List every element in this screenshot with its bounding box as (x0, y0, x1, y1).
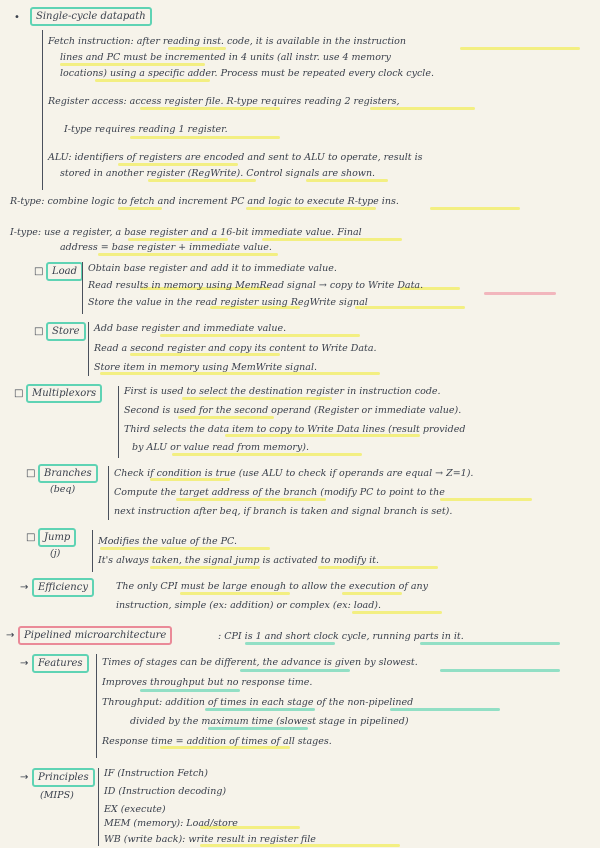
text-line: Second is used for the second operand (Register or immediate value). (124, 405, 462, 416)
bullet-circle: □ (34, 326, 44, 337)
arrow-icon: → (20, 658, 29, 669)
text-line: I-type requires reading 1 register. (64, 124, 228, 135)
text-line: Obtain base register and add it to immediate value. (88, 263, 337, 274)
text-line: divided by the maximum time (slowest stage in pipelined) (130, 716, 409, 727)
text-line: Third selects the data item to copy to Write Data lines (result provided (124, 424, 466, 435)
text-line: Modifies the value of the PC. (98, 536, 238, 547)
text-line: Throughput: addition of times in each stage of the non-pipelined (102, 697, 414, 708)
arrow-icon: → (20, 582, 29, 593)
text-line: The only CPI must be large enough to allow the execution of any (116, 581, 429, 592)
text-line: Response time = addition of times of all stages. (102, 736, 332, 747)
label-jump: Jump (38, 528, 76, 547)
text-line: EX (execute) (104, 804, 166, 815)
label-load: Load (46, 262, 83, 281)
highlight (140, 689, 240, 692)
label-store: Store (46, 322, 86, 341)
text-line: ALU: identifiers of registers are encoded and sent to ALU to operate, result is (48, 152, 423, 163)
label-j: (j) (50, 548, 61, 559)
text-line: ID (Instruction decoding) (104, 786, 227, 797)
highlight (130, 136, 280, 139)
bullet-dot: • (14, 12, 20, 23)
text-line: WB (write back): write result in register file (104, 834, 316, 845)
text-line: instruction, simple (ex: addition) or complex (ex: load). (116, 600, 382, 611)
bullet-circle: □ (26, 532, 36, 543)
highlight (440, 498, 532, 501)
highlight (440, 669, 560, 672)
bracket-line (88, 322, 89, 376)
text-line: Store the value in the read register using RegWrite signal (88, 297, 368, 308)
text-line: locations) using a specific adder. Process must be repeated every clock cycle. (60, 68, 434, 79)
label-principles: Principles (32, 768, 95, 787)
highlight (430, 207, 520, 210)
highlight (460, 47, 580, 50)
highlight (484, 292, 556, 295)
text-line: by ALU or value read from memory). (132, 442, 309, 453)
text-line: Read results in memory using MemRead signal → copy to Write Data. (88, 280, 424, 291)
bracket-line (98, 768, 99, 846)
text-rtype: R-type: combine logic to fetch and increment PC and logic to execute R-type ins. (10, 196, 399, 207)
bracket-line (108, 466, 109, 520)
text-itype: I-type: use a register, a base register and a 16-bit immediate value. Final (10, 227, 362, 238)
label-multiplexors: Multiplexors (26, 384, 102, 403)
bullet-circle: □ (14, 388, 24, 399)
text-line: Read a second register and copy its content to Write Data. (94, 343, 377, 354)
label-beq: (beq) (50, 484, 76, 495)
heading-pipelined: Pipelined microarchitecture (18, 626, 172, 645)
arrow-icon: → (6, 630, 15, 641)
label-branches: Branches (38, 464, 98, 483)
text-line: It's always taken, the signal jump is activated to modify it. (98, 555, 379, 566)
bracket-line (82, 262, 83, 314)
text-line: Check if condition is true (use ALU to check if operands are equal → Z=1). (114, 468, 474, 479)
text-line: Store item in memory using MemWrite signal. (94, 362, 318, 373)
bracket-line (42, 30, 43, 190)
text-line: MEM (memory): Load/store (104, 818, 238, 829)
label-mips: (MIPS) (40, 790, 74, 801)
text-line: next instruction after beq, if branch is taken and signal branch is set). (114, 506, 453, 517)
bracket-line (118, 386, 119, 458)
bullet-circle: □ (34, 266, 44, 277)
highlight (355, 306, 465, 309)
bracket-line (92, 530, 93, 572)
text-line: IF (Instruction Fetch) (104, 768, 208, 779)
label-features: Features (32, 654, 89, 673)
arrow-icon: → (20, 772, 29, 783)
label-efficiency: Efficiency (32, 578, 94, 597)
heading-single-cycle: Single-cycle datapath (30, 7, 152, 26)
text-itype: address = base register + immediate value. (60, 242, 272, 253)
highlight (240, 669, 350, 672)
text-line: Register access: access register file. R-type requires reading 2 registers, (48, 96, 400, 107)
text-pipelined: : CPI is 1 and short clock cycle, running parts in it. (218, 631, 464, 642)
bullet-circle: □ (26, 468, 36, 479)
text-line: lines and PC must be incremented in 4 units (all instr. use 4 memory (60, 52, 391, 63)
text-line: Improves throughput but no response time. (102, 677, 313, 688)
bracket-line (96, 654, 97, 758)
text-line: Compute the target address of the branch (modify PC to point to the (114, 487, 445, 498)
text-line: First is used to select the destination register in instruction code. (124, 386, 441, 397)
text-line: Fetch instruction: after reading inst. code, it is available in the instruction (48, 36, 407, 47)
text-line: Times of stages can be different, the advance is given by slowest. (102, 657, 418, 668)
text-line: stored in another register (RegWrite). Control signals are shown. (60, 168, 376, 179)
text-line: Add base register and immediate value. (94, 323, 287, 334)
